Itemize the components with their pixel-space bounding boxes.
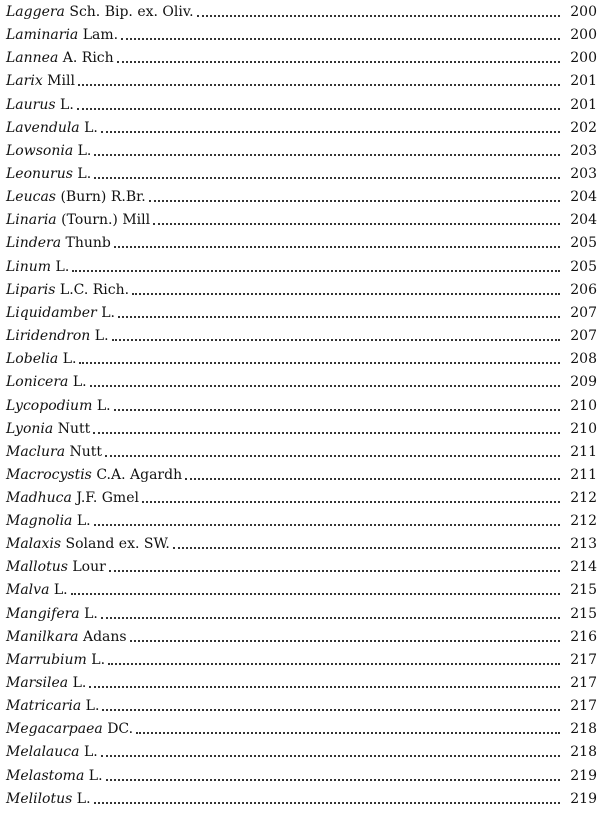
entry-name	[6, 120, 98, 136]
authority: C.A. Agardh	[96, 467, 183, 483]
entry-name	[6, 4, 194, 20]
dot-leader	[94, 802, 560, 804]
genus-name: Lobelia	[6, 351, 59, 367]
page-number: 206	[570, 282, 597, 298]
dot-leader	[173, 547, 560, 549]
page-number: 210	[570, 421, 597, 437]
authority: L.C. Rich.	[59, 282, 130, 298]
dot-leader	[108, 663, 560, 665]
genus-name: Macrocystis	[6, 467, 92, 483]
index-entry	[6, 625, 597, 645]
entry-name	[6, 513, 91, 529]
index-entry	[6, 486, 597, 506]
index-entry	[6, 532, 597, 552]
genus-name: Leonurus	[6, 166, 73, 182]
page-number: 201	[570, 73, 597, 89]
entry-name	[6, 582, 68, 598]
index-entry	[6, 347, 597, 367]
entry-name	[6, 166, 91, 182]
page-number: 218	[570, 744, 597, 760]
dot-leader	[118, 316, 560, 318]
genus-name: Malaxis	[6, 536, 62, 552]
index-entry	[6, 671, 597, 691]
entry-name	[6, 490, 139, 506]
entry-name	[6, 421, 90, 437]
authority: L.	[76, 791, 91, 807]
entry-name	[6, 235, 111, 251]
authority: DC.	[107, 721, 134, 737]
dot-leader	[197, 15, 560, 17]
authority: Nutt	[57, 421, 91, 437]
entry-name	[6, 97, 74, 113]
authority: L.	[60, 97, 74, 113]
index-entry	[6, 440, 597, 460]
authority: L.	[77, 166, 92, 182]
page-number: 218	[570, 721, 597, 737]
genus-name: Liquidamber	[6, 305, 97, 321]
page-number: 215	[570, 606, 597, 622]
dot-leader	[185, 478, 560, 480]
genus-name: Lyonia	[6, 421, 54, 437]
entry-name	[6, 212, 150, 228]
index-entry	[6, 555, 597, 575]
page-number: 212	[570, 490, 597, 506]
page-number: 200	[570, 27, 597, 43]
dot-leader	[93, 432, 560, 434]
entry-name	[6, 50, 114, 66]
genus-name: Maclura	[6, 444, 66, 460]
genus-name: Linum	[6, 259, 52, 275]
genus-name: Marrubium	[6, 652, 87, 668]
page-number: 203	[570, 143, 597, 159]
authority: Sch. Bip. ex. Oliv.	[69, 4, 194, 20]
authority: L.	[76, 513, 91, 529]
index-entry	[6, 740, 597, 760]
index-entry	[6, 324, 597, 344]
page-number: 216	[570, 629, 597, 645]
index-entry	[6, 278, 597, 298]
index-entry	[6, 139, 597, 159]
dot-leader	[101, 755, 560, 757]
authority: Lam.	[82, 27, 119, 43]
page-number: 203	[570, 166, 597, 182]
page-number: 217	[570, 698, 597, 714]
index-entry	[6, 255, 597, 275]
dot-leader	[114, 409, 560, 411]
authority: L.	[91, 652, 106, 668]
authority: Nutt	[69, 444, 103, 460]
genus-name: Marsilea	[6, 675, 69, 691]
entry-name	[6, 398, 111, 414]
page-number: 202	[570, 120, 597, 136]
genus-name: Lowsonia	[6, 143, 74, 159]
page-number: 205	[570, 235, 597, 251]
index-entry	[6, 185, 597, 205]
genus-name: Liparis	[6, 282, 56, 298]
genus-name: Mallotus	[6, 559, 68, 575]
entry-name	[6, 629, 127, 645]
genus-name: Lindera	[6, 235, 62, 251]
page-number: 219	[570, 791, 597, 807]
page-number: 215	[570, 582, 597, 598]
genus-name: Lavendula	[6, 120, 80, 136]
dot-leader	[105, 455, 560, 457]
index-entry	[6, 787, 597, 807]
dot-leader	[142, 501, 560, 503]
dot-leader	[94, 154, 560, 156]
genus-name: Melilotus	[6, 791, 73, 807]
page-number: 209	[570, 374, 597, 390]
index-entry	[6, 231, 597, 251]
index-entry	[6, 509, 597, 529]
page-number: 217	[570, 675, 597, 691]
index-entry	[6, 69, 597, 89]
entry-name	[6, 791, 91, 807]
dot-leader	[106, 779, 560, 781]
genus-name: Lycopodium	[6, 398, 93, 414]
dot-leader	[149, 200, 560, 202]
entry-name	[6, 721, 133, 737]
dot-leader	[94, 524, 560, 526]
dot-leader	[78, 84, 560, 86]
authority: Thunb	[65, 235, 111, 251]
genus-name: Liridendron	[6, 328, 91, 344]
genus-name: Larix	[6, 73, 43, 89]
authority: L.	[85, 698, 100, 714]
dot-leader	[109, 570, 560, 572]
index-entry	[6, 116, 597, 136]
entry-name	[6, 444, 102, 460]
index-entry	[6, 46, 597, 66]
dot-leader	[94, 177, 560, 179]
index-entry	[6, 602, 597, 622]
entry-name	[6, 189, 146, 205]
dot-leader	[79, 362, 560, 364]
dot-leader	[90, 385, 560, 387]
page-number: 211	[570, 444, 597, 460]
authority: Adans	[82, 629, 127, 645]
page-number: 204	[570, 189, 597, 205]
page-number: 212	[570, 513, 597, 529]
page-number: 205	[570, 259, 597, 275]
authority: L.	[84, 606, 98, 622]
authority: L.	[62, 351, 77, 367]
entry-name	[6, 698, 99, 714]
index-entry	[6, 162, 597, 182]
index-entry	[6, 694, 597, 714]
index-entry	[6, 23, 597, 43]
page-number: 208	[570, 351, 597, 367]
authority: A. Rich	[62, 50, 114, 66]
dot-leader	[114, 246, 560, 248]
entry-name	[6, 259, 69, 275]
entry-name	[6, 768, 103, 784]
entry-name	[6, 675, 86, 691]
genus-name: Laggera	[6, 4, 65, 20]
authority: (Tourn.) Mill	[61, 212, 151, 228]
entry-name	[6, 351, 76, 367]
index-entry	[6, 93, 597, 113]
authority: L.	[53, 582, 68, 598]
genus-name: Melalauca	[6, 744, 80, 760]
index-entry	[6, 717, 597, 737]
genus-name: Lannea	[6, 50, 59, 66]
dot-leader	[121, 38, 560, 40]
dot-leader	[136, 732, 560, 734]
entry-name	[6, 652, 105, 668]
authority: L.	[83, 744, 98, 760]
authority: L.	[84, 120, 98, 136]
dot-leader	[72, 270, 560, 272]
genus-name: Madhuca	[6, 490, 72, 506]
page-number: 207	[570, 305, 597, 321]
dot-leader	[132, 293, 560, 295]
dot-leader	[117, 61, 560, 63]
page-number: 214	[570, 559, 597, 575]
dot-leader	[71, 593, 560, 595]
index-entry	[6, 0, 597, 20]
entry-name	[6, 374, 87, 390]
genus-name: Magnolia	[6, 513, 73, 529]
dot-leader	[130, 640, 560, 642]
genus-name: Linaria	[6, 212, 57, 228]
dot-leader	[77, 108, 560, 110]
authority: Mill	[47, 73, 75, 89]
page-number: 200	[570, 4, 597, 20]
page-number: 213	[570, 536, 597, 552]
entry-name	[6, 536, 170, 552]
authority: J.F. Gmel	[76, 490, 139, 506]
page-number: 217	[570, 652, 597, 668]
authority: L.	[72, 374, 87, 390]
authority: Soland ex. SW.	[65, 536, 170, 552]
genus-name: Matricaria	[6, 698, 82, 714]
dot-leader	[153, 223, 560, 225]
authority: L.	[88, 768, 103, 784]
index-entry	[6, 417, 597, 437]
page-number: 200	[570, 50, 597, 66]
genus-name: Megacarpaea	[6, 721, 103, 737]
dot-leader	[89, 686, 560, 688]
genus-name: Malva	[6, 582, 50, 598]
entry-name	[6, 559, 106, 575]
page-number: 210	[570, 398, 597, 414]
entry-name	[6, 744, 98, 760]
genus-name: Melastoma	[6, 768, 85, 784]
entry-name	[6, 73, 75, 89]
entry-name	[6, 282, 129, 298]
authority: L.	[72, 675, 87, 691]
genus-name: Laurus	[6, 97, 56, 113]
entry-name	[6, 305, 115, 321]
authority: L.	[101, 305, 115, 321]
genus-name: Leucas	[6, 189, 56, 205]
index-entry	[6, 394, 597, 414]
dot-leader	[112, 339, 560, 341]
authority: L.	[55, 259, 70, 275]
page-number: 201	[570, 97, 597, 113]
page-number: 211	[570, 467, 597, 483]
index-entry	[6, 578, 597, 598]
index-entry	[6, 301, 597, 321]
genus-name: Mangifera	[6, 606, 80, 622]
authority: L.	[94, 328, 109, 344]
authority: (Burn) R.Br.	[60, 189, 146, 205]
authority: L.	[77, 143, 92, 159]
dot-leader	[102, 709, 560, 711]
genus-name: Manilkara	[6, 629, 79, 645]
index-entry	[6, 208, 597, 228]
dot-leader	[101, 617, 560, 619]
page-number: 219	[570, 768, 597, 784]
index-entry	[6, 463, 597, 483]
index-entry	[6, 764, 597, 784]
dot-leader	[101, 131, 560, 133]
entry-name	[6, 467, 182, 483]
entry-name	[6, 328, 109, 344]
entry-name	[6, 143, 91, 159]
page-number: 207	[570, 328, 597, 344]
authority: Lour	[72, 559, 106, 575]
entry-name	[6, 606, 98, 622]
authority: L.	[96, 398, 111, 414]
index-entry	[6, 648, 597, 668]
page-number: 204	[570, 212, 597, 228]
genus-name: Lonicera	[6, 374, 69, 390]
entry-name	[6, 27, 118, 43]
genus-name: Laminaria	[6, 27, 79, 43]
index-entry	[6, 370, 597, 390]
